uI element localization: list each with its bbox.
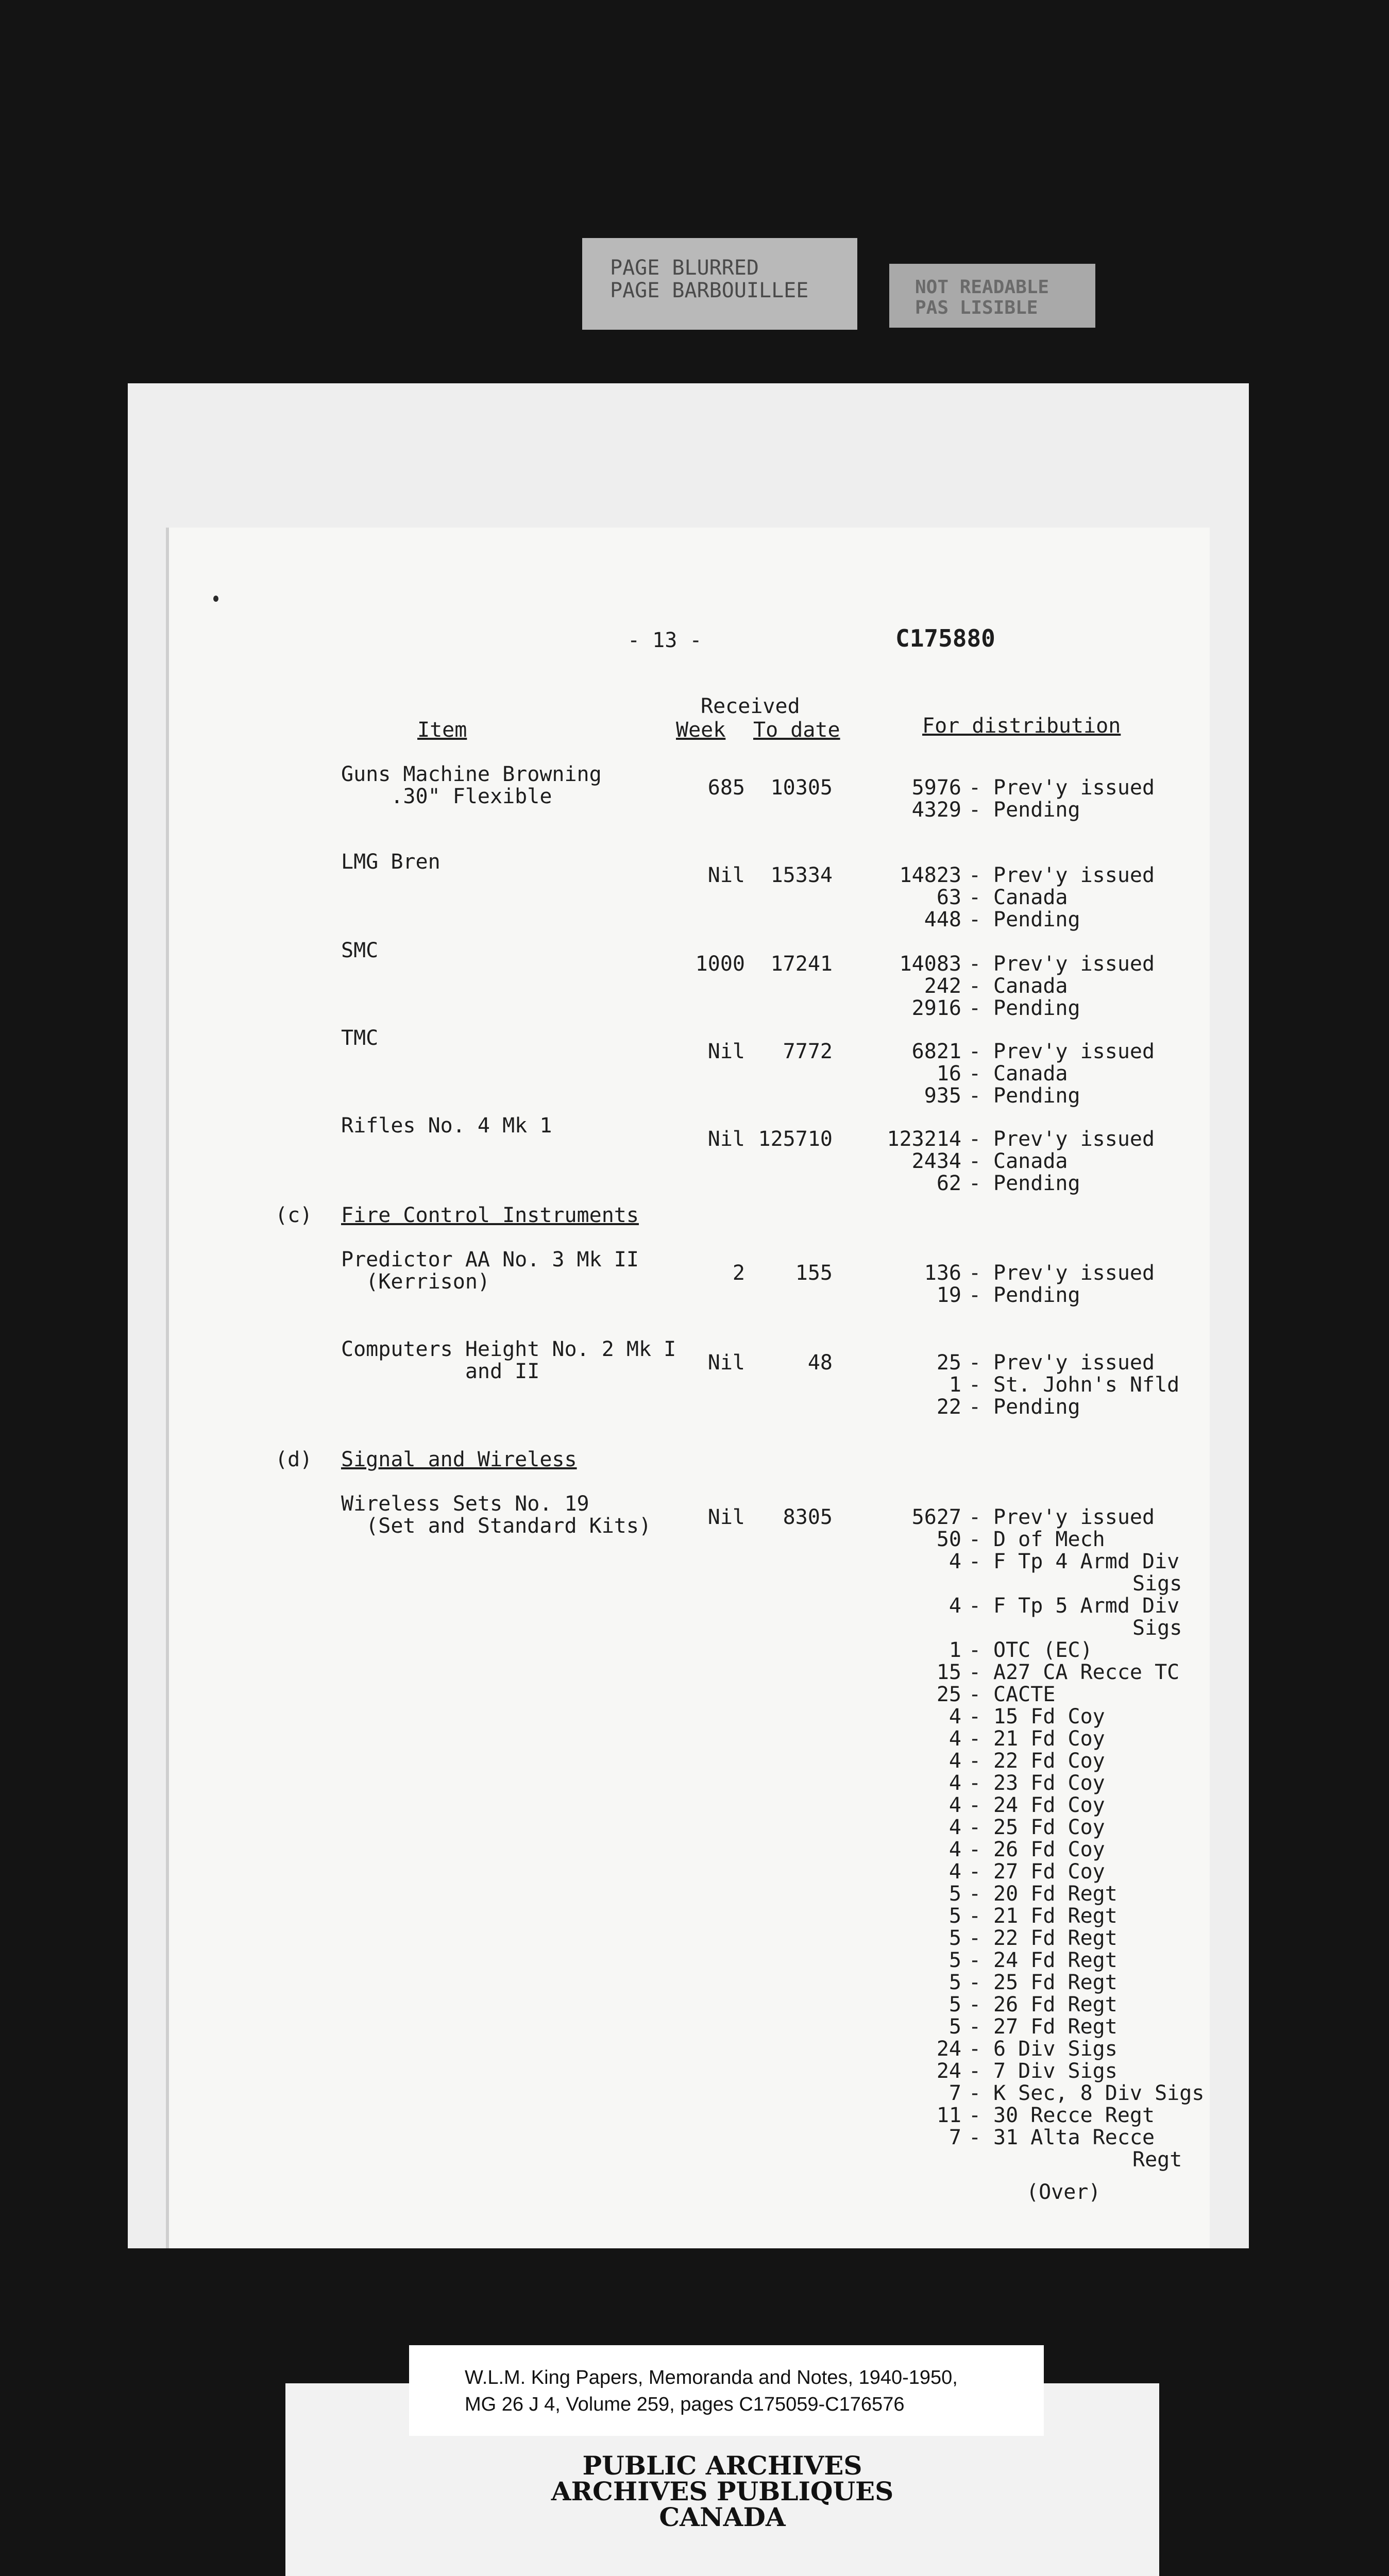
distribution-dash: - (969, 1505, 981, 1529)
received-week: Nil (707, 863, 745, 887)
document-id: C175880 (895, 624, 995, 652)
distribution-qty: 4 (948, 1749, 961, 1773)
distribution-qty: 5 (948, 1882, 961, 1906)
distribution-qty: 11 (936, 2104, 961, 2127)
document-sheet (166, 528, 1210, 2248)
received-to-date: 10305 (770, 776, 833, 800)
received-to-date: 155 (795, 1261, 833, 1285)
distribution-dash: - (969, 1084, 981, 1108)
distribution-destination: Pending (993, 1395, 1080, 1419)
distribution-destination: Pending (993, 1283, 1080, 1307)
distribution-dash: - (969, 1993, 981, 2016)
page-number: - 13 - (628, 629, 702, 652)
distribution-dash: - (969, 2059, 981, 2083)
header-item: Item (417, 718, 467, 742)
distribution-qty: 5627 (911, 1505, 961, 1529)
distribution-destination: Prev'y issued (993, 1351, 1155, 1375)
distribution-dash: - (969, 1971, 981, 1994)
stamp-blurred-line2: PAGE BARBOUILLEE (610, 279, 809, 302)
distribution-dash: - (969, 2126, 981, 2149)
distribution-dash: - (969, 1793, 981, 1817)
distribution-dash: - (969, 1705, 981, 1728)
distribution-qty: 24 (936, 2037, 961, 2061)
distribution-destination: 21 Fd Regt (993, 1904, 1117, 1928)
distribution-qty: 22 (936, 1395, 961, 1419)
header-for-distribution: For distribution (922, 714, 1121, 738)
distribution-qty: 2916 (911, 996, 961, 1020)
distribution-dash: - (969, 1351, 981, 1375)
item-name: Predictor AA No. 3 Mk II (341, 1248, 639, 1272)
distribution-dash: - (969, 1660, 981, 1684)
distribution-qty: 14823 (899, 863, 961, 887)
distribution-dash: - (969, 1816, 981, 1839)
distribution-dash: - (969, 2104, 981, 2127)
distribution-dash: - (969, 1062, 981, 1086)
distribution-qty: 2434 (911, 1149, 961, 1173)
distribution-destination-cont: Sigs (1132, 1572, 1182, 1596)
distribution-qty: 5 (948, 1971, 961, 1994)
distribution-qty: 50 (936, 1528, 961, 1551)
distribution-destination: 26 Fd Coy (993, 1838, 1105, 1861)
distribution-destination: 20 Fd Regt (993, 1882, 1117, 1906)
distribution-destination: 6 Div Sigs (993, 2037, 1117, 2061)
distribution-dash: - (969, 1395, 981, 1419)
archives-line2: ARCHIVES PUBLIQUES (551, 2476, 894, 2506)
received-week: 1000 (695, 952, 745, 976)
section-title: Fire Control Instruments (341, 1204, 639, 1227)
distribution-qty: 136 (924, 1261, 961, 1285)
item-name: Wireless Sets No. 19 (341, 1492, 589, 1516)
item-name: SMC (341, 939, 379, 962)
header-received: Received (701, 694, 800, 718)
caption-line2: MG 26 J 4, Volume 259, pages C175059-C176576 (465, 2394, 905, 2415)
distribution-qty: 4 (948, 1860, 961, 1884)
distribution-dash: - (969, 798, 981, 822)
distribution-dash: - (969, 996, 981, 1020)
distribution-qty: 5 (948, 1948, 961, 1972)
distribution-qty: 6821 (911, 1040, 961, 1063)
received-to-date: 15334 (770, 863, 833, 887)
item-name: and II (341, 1360, 540, 1383)
distribution-qty: 5976 (911, 776, 961, 800)
distribution-dash: - (969, 1550, 981, 1573)
distribution-qty: 4 (948, 1771, 961, 1795)
over-note: (Over) (1026, 2180, 1101, 2204)
received-to-date: 17241 (770, 952, 833, 976)
distribution-dash: - (969, 1683, 981, 1706)
distribution-qty: 4329 (911, 798, 961, 822)
received-week: 685 (707, 776, 745, 800)
distribution-destination: 31 Alta Recce (993, 2126, 1155, 2149)
received-week: Nil (707, 1127, 745, 1151)
distribution-destination: K Sec, 8 Div Sigs (993, 2081, 1205, 2105)
header-week: Week (676, 718, 726, 742)
distribution-dash: - (969, 908, 981, 931)
distribution-destination: Prev'y issued (993, 863, 1155, 887)
distribution-qty: 5 (948, 1993, 961, 2016)
distribution-dash: - (969, 1727, 981, 1751)
distribution-qty: 1 (948, 1638, 961, 1662)
page-blurred-stamp (582, 238, 857, 330)
received-week: Nil (707, 1040, 745, 1063)
received-week: Nil (707, 1351, 745, 1375)
item-name: Guns Machine Browning (341, 762, 602, 786)
distribution-dash: - (969, 1172, 981, 1195)
distribution-dash: - (969, 1771, 981, 1795)
distribution-dash: - (969, 2037, 981, 2061)
distribution-qty: 63 (936, 886, 961, 909)
item-name: (Set and Standard Kits) (341, 1514, 652, 1538)
distribution-destination: Prev'y issued (993, 1505, 1155, 1529)
distribution-qty: 62 (936, 1172, 961, 1195)
distribution-qty: 25 (936, 1683, 961, 1706)
distribution-qty: 7 (948, 2126, 961, 2149)
distribution-destination: F Tp 5 Armd Div (993, 1594, 1180, 1618)
distribution-destination: Pending (993, 908, 1080, 931)
distribution-qty: 4 (948, 1793, 961, 1817)
section-marker: (d) (275, 1448, 313, 1471)
distribution-dash: - (969, 863, 981, 887)
distribution-qty: 1 (948, 1373, 961, 1397)
distribution-qty: 19 (936, 1283, 961, 1307)
not-readable-stamp (889, 264, 1095, 328)
distribution-dash: - (969, 1926, 981, 1950)
distribution-destination: F Tp 4 Armd Div (993, 1550, 1180, 1573)
distribution-dash: - (969, 2081, 981, 2105)
distribution-destination: St. John's Nfld (993, 1373, 1180, 1397)
item-name: (Kerrison) (341, 1270, 490, 1294)
distribution-destination: 30 Recce Regt (993, 2104, 1155, 2127)
distribution-destination: 25 Fd Regt (993, 1971, 1117, 1994)
archives-line1: PUBLIC ARCHIVES (582, 2450, 862, 2481)
item-name: Rifles No. 4 Mk 1 (341, 1114, 552, 1138)
speck (213, 596, 218, 602)
distribution-destination: Pending (993, 1084, 1080, 1108)
distribution-destination: Canada (993, 886, 1068, 909)
distribution-qty: 935 (924, 1084, 961, 1108)
distribution-dash: - (969, 1127, 981, 1151)
caption-line1: W.L.M. King Papers, Memoranda and Notes, 1940-1950, (465, 2367, 958, 2388)
section-title: Signal and Wireless (341, 1448, 577, 1471)
distribution-destination: Prev'y issued (993, 776, 1155, 800)
received-to-date: 48 (807, 1351, 833, 1375)
distribution-qty: 5 (948, 1926, 961, 1950)
distribution-destination: Prev'y issued (993, 1040, 1155, 1063)
distribution-destination: 27 Fd Coy (993, 1860, 1105, 1884)
distribution-dash: - (969, 886, 981, 909)
distribution-dash: - (969, 1948, 981, 1972)
stamp-not-readable-line1: NOT READABLE (915, 277, 1049, 298)
distribution-destination: Canada (993, 1149, 1068, 1173)
distribution-dash: - (969, 952, 981, 976)
distribution-destination: Canada (993, 1062, 1068, 1086)
distribution-destination: 25 Fd Coy (993, 1816, 1105, 1839)
distribution-destination: CACTE (993, 1683, 1056, 1706)
stamp-not-readable-line2: PAS LISIBLE (915, 297, 1038, 318)
received-to-date: 7772 (783, 1040, 833, 1063)
distribution-dash: - (969, 2015, 981, 2039)
distribution-destination: 15 Fd Coy (993, 1705, 1105, 1728)
item-name: TMC (341, 1026, 379, 1050)
distribution-destination: Prev'y issued (993, 1127, 1155, 1151)
distribution-destination: Prev'y issued (993, 1261, 1155, 1285)
received-to-date: 8305 (783, 1505, 833, 1529)
distribution-destination: A27 CA Recce TC (993, 1660, 1180, 1684)
distribution-qty: 4 (948, 1594, 961, 1618)
distribution-dash: - (969, 1838, 981, 1861)
archives-line3: CANADA (659, 2502, 786, 2532)
distribution-destination: OTC (EC) (993, 1638, 1093, 1662)
distribution-dash: - (969, 1904, 981, 1928)
distribution-qty: 7 (948, 2081, 961, 2105)
distribution-destination: 26 Fd Regt (993, 1993, 1117, 2016)
distribution-destination: 22 Fd Coy (993, 1749, 1105, 1773)
distribution-qty: 24 (936, 2059, 961, 2083)
distribution-dash: - (969, 776, 981, 800)
distribution-destination: Prev'y issued (993, 952, 1155, 976)
distribution-destination-cont: Sigs (1132, 1616, 1182, 1640)
distribution-destination: Pending (993, 1172, 1080, 1195)
item-name: .30" Flexible (341, 785, 552, 808)
distribution-dash: - (969, 1149, 981, 1173)
distribution-qty: 448 (924, 908, 961, 931)
distribution-destination: 21 Fd Coy (993, 1727, 1105, 1751)
distribution-dash: - (969, 1882, 981, 1906)
distribution-destination: D of Mech (993, 1528, 1105, 1551)
distribution-qty: 4 (948, 1550, 961, 1573)
header-to-date: To date (753, 718, 840, 742)
distribution-qty: 15 (936, 1660, 961, 1684)
distribution-dash: - (969, 1373, 981, 1397)
distribution-dash: - (969, 1528, 981, 1551)
distribution-qty: 5 (948, 1904, 961, 1928)
distribution-destination: 24 Fd Regt (993, 1948, 1117, 1972)
distribution-qty: 4 (948, 1816, 961, 1839)
distribution-dash: - (969, 1594, 981, 1618)
distribution-qty: 14083 (899, 952, 961, 976)
stamp-blurred-line1: PAGE BLURRED (610, 256, 759, 280)
distribution-qty: 4 (948, 1727, 961, 1751)
distribution-dash: - (969, 1283, 981, 1307)
distribution-destination: 27 Fd Regt (993, 2015, 1117, 2039)
distribution-destination: Canada (993, 974, 1068, 998)
received-to-date: 125710 (758, 1127, 833, 1151)
distribution-destination: 24 Fd Coy (993, 1793, 1105, 1817)
distribution-qty: 242 (924, 974, 961, 998)
section-marker: (c) (275, 1204, 313, 1227)
item-name: Computers Height No. 2 Mk I (341, 1337, 676, 1361)
distribution-qty: 5 (948, 2015, 961, 2039)
distribution-qty: 123214 (887, 1127, 961, 1151)
distribution-destination: 23 Fd Coy (993, 1771, 1105, 1795)
distribution-destination-cont: Regt (1132, 2148, 1182, 2172)
distribution-qty: 4 (948, 1838, 961, 1861)
item-name: LMG Bren (341, 850, 441, 874)
distribution-destination: Pending (993, 996, 1080, 1020)
distribution-dash: - (969, 974, 981, 998)
distribution-destination: Pending (993, 798, 1080, 822)
received-week: 2 (732, 1261, 745, 1285)
distribution-qty: 4 (948, 1705, 961, 1728)
distribution-dash: - (969, 1638, 981, 1662)
distribution-destination: 7 Div Sigs (993, 2059, 1117, 2083)
distribution-qty: 25 (936, 1351, 961, 1375)
distribution-dash: - (969, 1261, 981, 1285)
citation-caption (409, 2345, 1044, 2436)
distribution-qty: 16 (936, 1062, 961, 1086)
distribution-dash: - (969, 1040, 981, 1063)
distribution-dash: - (969, 1749, 981, 1773)
received-week: Nil (707, 1505, 745, 1529)
distribution-dash: - (969, 1860, 981, 1884)
distribution-destination: 22 Fd Regt (993, 1926, 1117, 1950)
